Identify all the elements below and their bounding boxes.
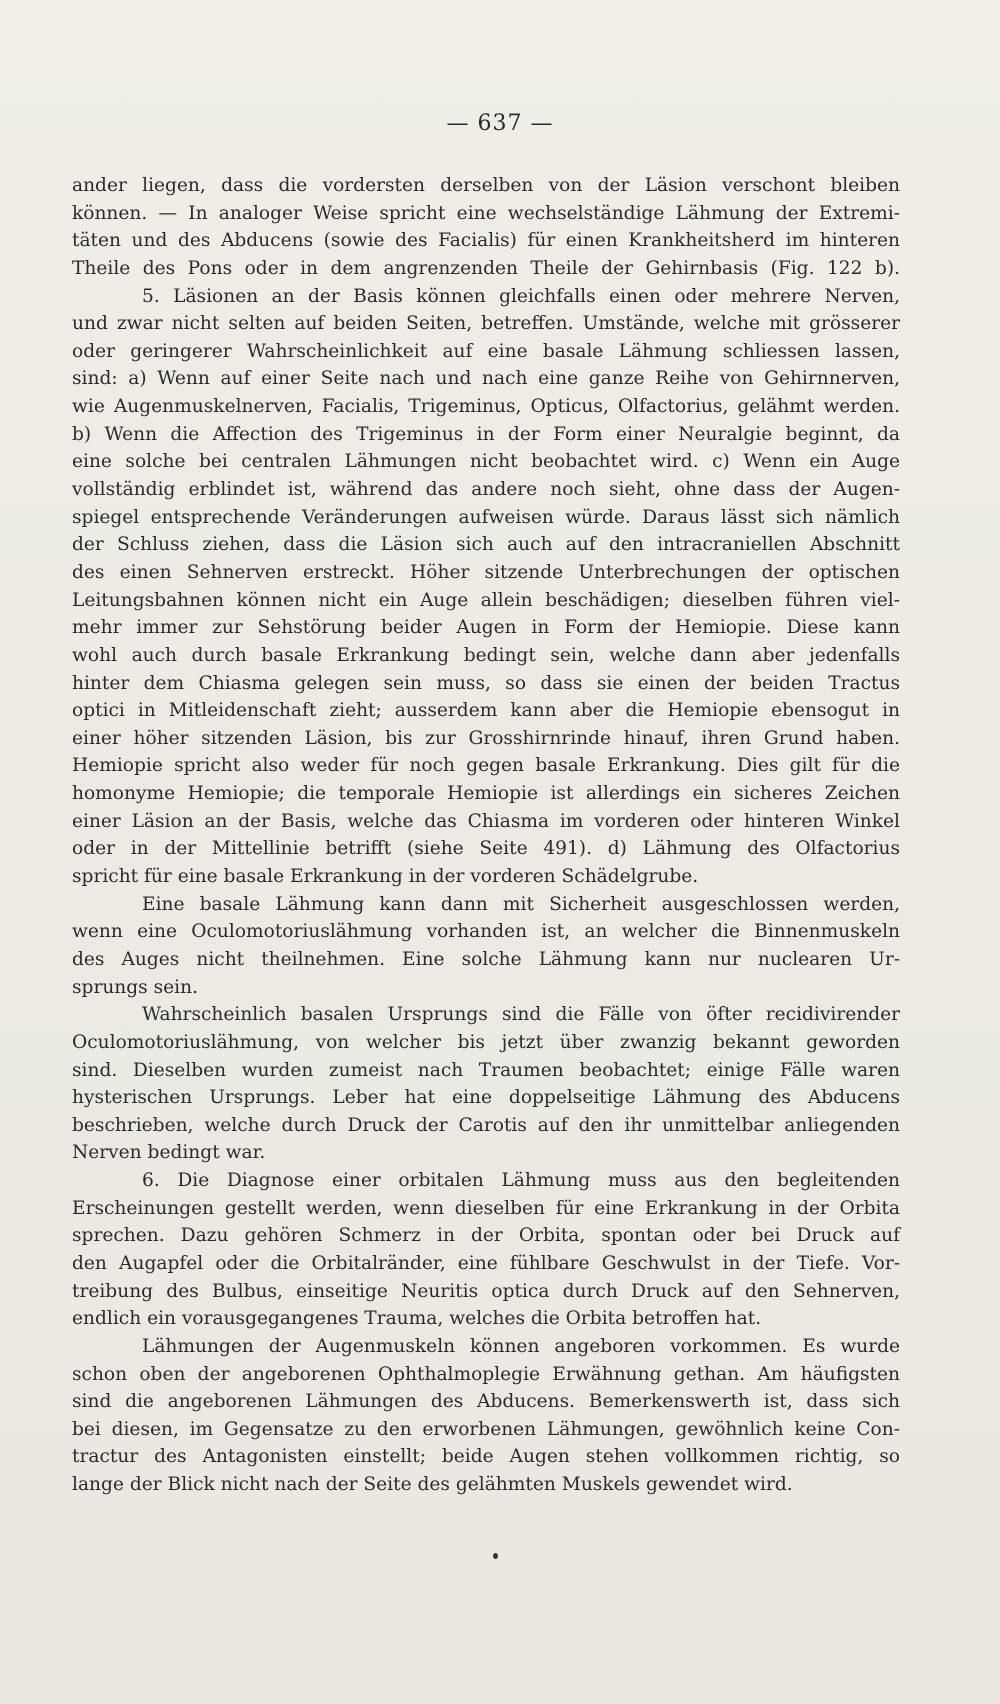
text-line: der Schluss ziehen, dass die Läsion sich auch auf den intracraniellen Abschnitt: [72, 534, 900, 556]
text-line: homonyme Hemiopie; die temporale Hemiopie ist allerdings ein sicheres Zeichen: [72, 783, 900, 805]
text-line: des Auges nicht theilnehmen. Eine solche Lähmung kann nur nuclearen Ur-: [72, 948, 900, 970]
text-line: wie Augenmuskelnerven, Facialis, Trigeminus, Opticus, Olfactorius, gelähmt werden.: [72, 396, 900, 418]
text-line: einer Läsion an der Basis, welche das Chiasma im vorderen oder hinteren Winkel: [72, 810, 900, 832]
text-line: sind: a) Wenn auf einer Seite nach und nach eine ganze Reihe von Gehirnnerven,: [72, 368, 900, 390]
text-line: beschrieben, welche durch Druck der Carotis auf den ihr unmittelbar anliegenden: [72, 1114, 900, 1136]
text-line: können. — In analoger Weise spricht eine wechselständige Lähmung der Extremi-: [72, 202, 900, 224]
text-line: spricht für eine basale Erkrankung in der vorderen Schädelgrube.: [72, 866, 699, 888]
text-line: oder in der Mittellinie betrifft (siehe Seite 491). d) Lähmung des Olfactorius: [72, 838, 900, 860]
text-line: sind die angeborenen Lähmungen des Abducens. Bemerkenswerth ist, dass sich: [72, 1391, 900, 1413]
text-line: Eine basale Lähmung kann dann mit Sicherheit ausgeschlossen werden,: [142, 893, 900, 915]
text-line: hysterischen Ursprungs. Leber hat eine doppelseitige Lähmung des Abducens: [72, 1087, 900, 1109]
text-line: endlich ein vorausgegangenes Trauma, welches die Orbita betroffen hat.: [72, 1308, 762, 1330]
body-text: [72, 172, 900, 1499]
text-line: wenn eine Oculomotoriuslähmung vorhanden ist, an welcher die Binnenmuskeln: [72, 921, 900, 943]
text-line: sind. Dieselben wurden zumeist nach Traumen beobachtet; einige Fälle waren: [72, 1059, 900, 1081]
text-line: ander liegen, dass die vordersten derselben von der Läsion verschont bleiben: [72, 175, 900, 196]
text-line: treibung des Bulbus, einseitige Neuritis optica durch Druck auf den Sehnerven,: [72, 1280, 900, 1302]
text-line: bei diesen, im Gegensatze zu den erworbenen Lähmungen, gewöhnlich keine Con-: [72, 1418, 900, 1440]
text-line: Lähmungen der Augenmuskeln können angeboren vorkommen. Es wurde: [142, 1335, 900, 1357]
text-line: Theile des Pons oder in dem angrenzenden Theile der Gehirnbasis (Fig. 122 b).: [72, 257, 900, 279]
text-line: einer höher sitzenden Läsion, bis zur Grosshirnrinde hinauf, ihren Grund haben.: [72, 727, 900, 749]
text-line: Leitungsbahnen können nicht ein Auge allein beschädigen; dieselben führen viel-: [72, 589, 900, 611]
text-line: Hemiopie spricht also weder für noch gegen basale Erkrankung. Dies gilt für die: [72, 755, 900, 777]
text-line: tractur des Antagonisten einstellt; beide Augen stehen vollkommen richtig, so: [72, 1446, 900, 1468]
text-line: des einen Sehnerven erstreckt. Höher sitzende Unterbrechungen der optischen: [72, 561, 900, 583]
text-line: wohl auch durch basale Erkrankung bedingt sein, welche dann aber jedenfalls: [72, 644, 900, 666]
text-line: eine solche bei centralen Lähmungen nicht beobachtet wird. c) Wenn ein Auge: [72, 451, 900, 473]
text-line: sprungs sein.: [72, 976, 199, 998]
text-line: b) Wenn die Affection des Trigeminus in der Form einer Neuralgie beginnt, da: [72, 423, 900, 445]
text-line: mehr immer zur Sehstörung beider Augen in Form der Hemiopie. Diese kann: [72, 617, 900, 639]
ink-dot: [493, 1553, 498, 1559]
text-line: Wahrscheinlich basalen Ursprungs sind die Fälle von öfter recidivirender: [142, 1004, 900, 1026]
text-line: und zwar nicht selten auf beiden Seiten, betreffen. Umstände, welche mit grösserer: [72, 313, 900, 335]
text-line: hinter dem Chiasma gelegen sein muss, so dass sie einen der beiden Tractus: [72, 672, 900, 694]
text-line: oder geringerer Wahrscheinlichkeit auf eine basale Lähmung schliessen lassen,: [72, 340, 900, 362]
page-number: — 637 —: [446, 111, 554, 136]
text-line: lange der Blick nicht nach der Seite des gelähmten Muskels gewendet wird.: [72, 1474, 793, 1496]
text-line: schon oben der angeborenen Ophthalmoplegie Erwähnung gethan. Am häufigsten: [72, 1363, 900, 1385]
text-line: den Augapfel oder die Orbitalränder, eine fühlbare Geschwulst in der Tiefe. Vor-: [72, 1252, 900, 1274]
text-line: täten und des Abducens (sowie des Facialis) für einen Krankheitsherd im hinteren: [72, 230, 900, 252]
text-line: Oculomotoriuslähmung, von welcher bis jetzt über zwanzig bekannt geworden: [72, 1031, 900, 1053]
text-line: spiegel entsprechende Veränderungen aufweisen würde. Daraus lässt sich nämlich: [72, 506, 900, 528]
text-line: Nerven bedingt war.: [72, 1142, 266, 1164]
text-line: optici in Mitleidenschaft zieht; ausserdem kann aber die Hemiopie ebensogut in: [72, 700, 900, 722]
text-line: sprechen. Dazu gehören Schmerz in der Orbita, spontan oder bei Druck auf: [72, 1225, 900, 1247]
text-line: Erscheinungen gestellt werden, wenn dieselben für eine Erkrankung in der Orbita: [72, 1197, 900, 1219]
text-line: 6. Die Diagnose einer orbitalen Lähmung muss aus den begleitenden: [142, 1170, 900, 1192]
text-line: 5. Läsionen an der Basis können gleichfalls einen oder mehrere Nerven,: [142, 285, 900, 307]
text-line: vollständig erblindet ist, während das andere noch sieht, ohne dass der Augen-: [72, 479, 900, 501]
